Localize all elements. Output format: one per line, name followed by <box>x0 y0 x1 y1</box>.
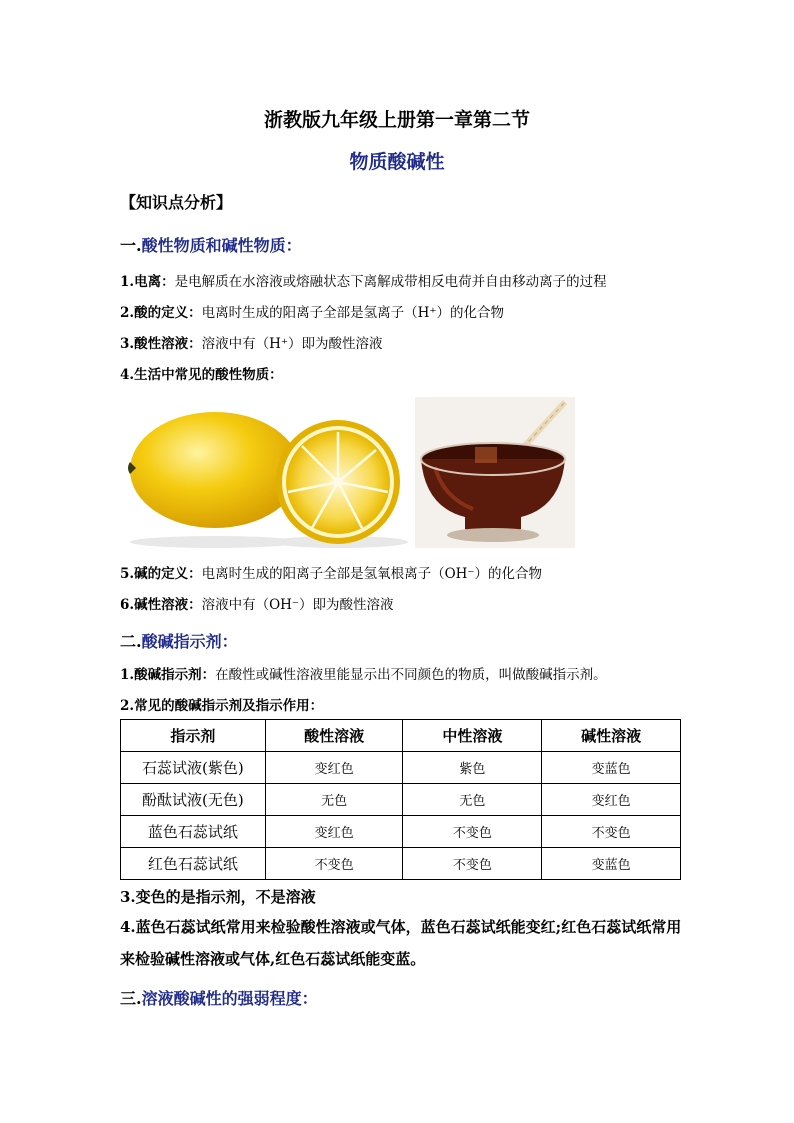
line-color-change-note: 3.变色的是指示剂，不是溶液 <box>120 888 316 906</box>
section-heading-1 <box>120 233 302 256</box>
line-text: 电离时生成的阳离子全部是氢离子（H⁺）的化合物 <box>201 305 504 321</box>
table-cell: 蓝色石蕊试纸 <box>121 816 266 848</box>
table-cell: 不变色 <box>542 816 681 848</box>
table-cell: 变蓝色 <box>542 848 681 880</box>
table-cell: 酚酞试液(无色) <box>121 784 266 816</box>
table-cell: 紫色 <box>403 752 542 784</box>
table-cell: 变红色 <box>265 752 403 784</box>
line-base-definition <box>120 562 542 582</box>
table-cell: 变红色 <box>265 816 403 848</box>
line-text: 溶液中有（H⁺）即为酸性溶液 <box>201 336 383 352</box>
table-header-cell: 指示剂 <box>121 720 266 752</box>
table-cell: 无色 <box>265 784 403 816</box>
table-cell: 石蕊试液(紫色) <box>121 752 266 784</box>
table-row <box>121 816 681 848</box>
table-header-cell: 中性溶液 <box>403 720 542 752</box>
table-header-cell: 酸性溶液 <box>265 720 403 752</box>
document-title: 浙教版九年级上册第一章第二节 <box>263 109 530 131</box>
line-text: 电离时生成的阳离子全部是氢氧根离子（OH⁻）的化合物 <box>201 566 543 582</box>
line-label: 6.碱性溶液： <box>120 597 202 613</box>
table-header-cell: 碱性溶液 <box>542 720 681 752</box>
line-acid-definition <box>120 301 504 321</box>
line-label: 5.碱的定义： <box>120 566 202 582</box>
line-label: 4.生活中常见的酸性物质： <box>120 367 283 383</box>
line-text: 是电解质在水溶液或熔融状态下离解成带相反电荷并自由移动离子的过程 <box>174 274 607 290</box>
table-header-row <box>121 720 681 752</box>
section-number: 一. <box>120 236 142 255</box>
section-number: 二. <box>120 632 142 651</box>
table-row <box>121 848 681 880</box>
table-cell: 不变色 <box>403 848 542 880</box>
section-title: 溶液酸碱性的强弱程度： <box>141 989 318 1008</box>
line-label: 1.电离： <box>120 274 175 290</box>
table-cell: 不变色 <box>403 816 542 848</box>
knowledge-heading: 【知识点分析】 <box>120 193 233 212</box>
line-label: 2.酸的定义： <box>120 305 202 321</box>
table-cell: 不变色 <box>265 848 403 880</box>
table-cell: 变红色 <box>542 784 681 816</box>
table-cell: 无色 <box>403 784 542 816</box>
line-common-indicators <box>120 694 323 714</box>
line-label: 3.酸性溶液： <box>120 336 202 352</box>
section-number: 三. <box>120 989 142 1008</box>
line-basic-solution <box>120 593 394 613</box>
section-title: 酸性物质和碱性物质： <box>141 236 302 255</box>
section-title: 酸碱指示剂： <box>141 632 238 651</box>
line-text: 溶液中有（OH⁻）即为酸性溶液 <box>201 597 394 613</box>
paragraph-litmus-usage: 4.蓝色石蕊试纸常用来检验酸性溶液或气体，蓝色石蕊试纸能变红;红色石蕊试纸常用来检验碱性溶液或气体,红色石蕊试纸能变蓝。 <box>120 918 682 968</box>
line-indicator-definition <box>120 663 607 683</box>
cola-image <box>415 397 575 548</box>
line-ionization <box>120 270 607 290</box>
line-acidic-solution <box>120 332 383 352</box>
section-heading-3 <box>120 986 318 1009</box>
lemon-image <box>120 392 412 549</box>
line-label: 2.常见的酸碱指示剂及指示作用： <box>120 698 324 714</box>
table-row <box>121 752 681 784</box>
table-cell: 红色石蕊试纸 <box>121 848 266 880</box>
line-common-acids <box>120 363 283 383</box>
table-row <box>121 784 681 816</box>
line-text: 在酸性或碱性溶液里能显示出不同颜色的物质，叫做酸碱指示剂。 <box>215 667 607 683</box>
indicator-table <box>120 719 681 880</box>
table-cell: 变蓝色 <box>542 752 681 784</box>
line-label: 1.酸碱指示剂： <box>120 667 216 683</box>
document-subtitle: 物质酸碱性 <box>349 151 445 173</box>
section-heading-2 <box>120 629 238 652</box>
